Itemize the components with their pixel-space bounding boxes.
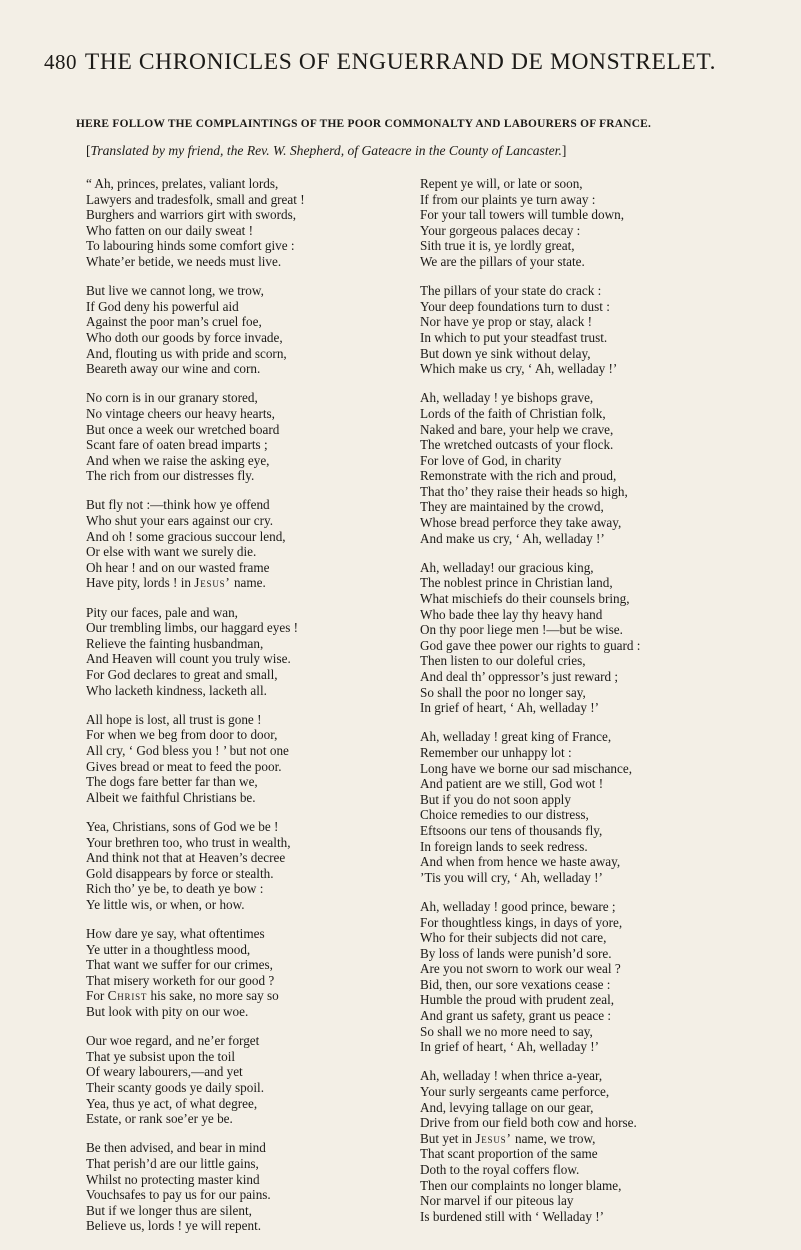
poem-line: No vintage cheers our heavy hearts, <box>86 405 275 421</box>
poem-line: Be then advised, and bear in mind <box>86 1140 266 1156</box>
poem-line: Choice remedies to our distress, <box>420 807 589 823</box>
poem-line: Remember our unhappy lot : <box>420 744 572 760</box>
small-caps-word: Jesus’ <box>475 1130 512 1146</box>
poem-line: Beareth away our wine and corn. <box>86 361 261 377</box>
poem-line: And grant us safety, grant us peace : <box>420 1008 612 1024</box>
poem-stanza <box>86 605 421 699</box>
poem-line: Relieve the fainting husbandman, <box>86 635 264 651</box>
poem-line: Then listen to our doleful cries, <box>420 653 586 669</box>
poem-line: But live we cannot long, we trow, <box>86 283 264 299</box>
poem-stanza <box>86 497 421 591</box>
poem-line: Against the poor man’s cruel foe, <box>86 314 262 330</box>
poem-line: The noblest prince in Christian land, <box>420 575 613 591</box>
poem-line: And, flouting us with pride and scorn, <box>86 345 287 361</box>
poem-line: Your surly sergeants came perforce, <box>420 1084 610 1100</box>
poem-stanza <box>420 283 755 377</box>
page-number: 480 <box>44 50 77 74</box>
poem-line: Repent ye will, or late or soon, <box>420 176 583 191</box>
poem-line: So shall the poor no longer say, <box>420 684 586 700</box>
poem-line: Your deep foundations turn to dust : <box>420 298 610 314</box>
poem-line: And think not that at Heaven’s decree <box>86 850 286 866</box>
poem-line: ’Tis you will cry, ‘ Ah, welladay !’ <box>420 869 603 885</box>
poem-line: Estate, or rank soe’er ye be. <box>86 1111 233 1127</box>
poem-line: For God declares to great and small, <box>86 667 278 682</box>
poem-line: All cry, ‘ God bless you ! ’ but not one <box>86 742 289 758</box>
poem-line: That scant proportion of the same <box>420 1146 598 1162</box>
poem-stanza <box>86 1033 421 1127</box>
running-title: THE CHRONICLES OF ENGUERRAND DE MONSTRELET. <box>84 49 717 75</box>
poem-line: And when from hence we haste away, <box>420 854 621 870</box>
poem-line: Pity our faces, pale and wan, <box>86 604 238 620</box>
poem-line: Who for their subjects did not care, <box>420 930 607 946</box>
poem-line: On thy poor liege men !—but be wise. <box>420 622 623 638</box>
poem-line: Ah, welladay ! good prince, beware ; <box>420 898 616 914</box>
poem-line: But yet in Jesus’ name, we trow, <box>420 1130 596 1146</box>
poem-line: The wretched outcasts of your flock. <box>420 437 614 453</box>
poem-line: Doth to the royal coffers flow. <box>420 1162 580 1177</box>
poem-line: Who lacketh kindness, lacketh all. <box>86 682 267 698</box>
poem-line: Whilst no protecting master kind <box>86 1171 260 1187</box>
poem-line: The pillars of your state do crack : <box>420 283 602 299</box>
poem-line: Gold disappears by force or stealth. <box>86 865 274 881</box>
poem-left-column <box>86 176 421 1248</box>
small-caps-word: Christ <box>107 988 148 1004</box>
poem-line: And patient are we still, God wot ! <box>420 776 604 792</box>
poem-line: Our trembling limbs, our haggard eyes ! <box>86 620 299 636</box>
poem-line: God gave thee power our rights to guard : <box>420 637 641 653</box>
poem-stanza <box>420 1068 755 1224</box>
poem-line: Naked and bare, your help we crave, <box>420 421 614 437</box>
poem-line: Are you not sworn to work our weal ? <box>420 961 621 977</box>
poem-right-column <box>420 176 755 1238</box>
poem-line: Long have we borne our sad mischance, <box>420 760 633 776</box>
poem-stanza <box>86 390 421 484</box>
poem-line: Their scanty goods ye daily spoil. <box>86 1080 264 1096</box>
poem-line: Your gorgeous palaces decay : <box>420 222 581 238</box>
poem-line: The rich from our distresses fly. <box>86 468 255 484</box>
poem-line: Gives bread or meat to feed the poor. <box>86 758 282 774</box>
poem-line: And when we raise the asking eye, <box>86 452 270 468</box>
poem-line: Our woe regard, and ne’er forget <box>86 1033 260 1049</box>
poem-line: By loss of lands were punish’d sore. <box>420 945 612 961</box>
poem-stanza <box>86 819 421 913</box>
poem-line: “ Ah, princes, prelates, valiant lords, <box>86 176 279 191</box>
poem-line: For love of God, in charity <box>420 452 562 468</box>
poem-line: In foreign lands to seek redress. <box>420 838 588 854</box>
poem-line: That tho’ they raise their heads so high, <box>420 483 628 499</box>
poem-line: Eftsoons our tens of thousands fly, <box>420 822 603 838</box>
poem-line: Who shut your ears against our cry. <box>86 513 274 529</box>
poem-line: Scant fare of oaten bread imparts ; <box>86 437 268 453</box>
poem-stanza <box>86 926 421 1020</box>
poem-line: Ye utter in a thoughtless mood, <box>86 941 251 957</box>
poem-line: But down ye sink without delay, <box>420 345 591 361</box>
poem-line: How dare ye say, what oftentimes <box>86 926 265 942</box>
poem-line: Ye little wis, or when, or how. <box>86 896 245 912</box>
small-caps-word: Jesus’ <box>194 575 231 591</box>
poem-line: Of weary labourers,—and yet <box>86 1064 243 1080</box>
poem-line: Bid, then, our sore vexations cease : <box>420 976 611 992</box>
poem-line: In grief of heart, ‘ Ah, welladay !’ <box>420 700 600 716</box>
poem-line: And make us cry, ‘ Ah, welladay !’ <box>420 530 605 546</box>
poem-line: Ah, welladay ! great king of France, <box>420 729 612 745</box>
poem-line: Who bade thee lay thy heavy hand <box>420 606 603 622</box>
poem-stanza <box>420 729 755 885</box>
poem-line: But if we longer thus are silent, <box>86 1202 252 1218</box>
translation-note: [Translated by my friend, the Rev. W. Shepherd, of Gateacre in the County of Lancaster.] <box>86 143 567 158</box>
poem-stanza <box>86 1140 421 1234</box>
poem-line: Lords of the faith of Christian folk, <box>420 405 606 421</box>
poem-line: Ah, welladay ! ye bishops grave, <box>420 390 594 406</box>
poem-line: Whate’er betide, we needs must live. <box>86 253 282 269</box>
poem-line: Whose bread perforce they take away, <box>420 515 622 531</box>
poem-line: But fly not :—think how ye offend <box>86 497 270 513</box>
poem-line: But look with pity on our woe. <box>86 1004 249 1020</box>
poem-line: What mischiefs do their counsels bring, <box>420 591 630 607</box>
poem-line: Vouchsafes to pay us for our pains. <box>86 1187 271 1203</box>
poem-stanza <box>86 176 421 270</box>
poem-line: For when we beg from door to door, <box>86 727 278 743</box>
poem-stanza <box>420 176 755 270</box>
poem-line: Yea, Christians, sons of God we be ! <box>86 818 279 834</box>
poem-line: That misery worketh for our good ? <box>86 972 275 988</box>
poem-line: We are the pillars of your state. <box>420 253 585 269</box>
poem-line: Is burdened still with ‘ Welladay !’ <box>420 1208 605 1224</box>
poem-line: Humble the proud with prudent zeal, <box>420 992 615 1008</box>
poem-line: And deal th’ oppressor’s just reward ; <box>420 669 619 684</box>
poem-line: The dogs fare better far than we, <box>86 774 258 790</box>
poem-line: And, levying tallage on our gear, <box>420 1099 594 1115</box>
poem-line: But if you do not soon apply <box>420 791 571 807</box>
poem-line: Who doth our goods by force invade, <box>86 329 283 345</box>
poem-line: That perish’d are our little gains, <box>86 1156 259 1171</box>
poem-line: Albeit we faithful Christians be. <box>86 789 256 805</box>
section-heading: HERE FOLLOW THE COMPLAINTINGS OF THE POOR COMMONALTY AND LABOURERS OF FRANCE. <box>76 118 652 130</box>
poem-line: To labouring hinds some comfort give : <box>86 238 295 254</box>
poem-line: Burghers and warriors girt with swords, <box>86 207 296 223</box>
poem-line: Have pity, lords ! in Jesus’ name. <box>86 575 266 591</box>
poem-line: Oh hear ! and on our wasted frame <box>86 559 270 575</box>
poem-line: For thoughtless kings, in days of yore, <box>420 914 623 930</box>
poem-line: Remonstrate with the rich and proud, <box>420 468 617 484</box>
poem-line: For Christ his sake, no more say so <box>86 988 279 1004</box>
poem-stanza <box>420 560 755 716</box>
poem-line: Ah, welladay! our gracious king, <box>420 559 594 575</box>
poem-line: And oh ! some gracious succour lend, <box>86 528 286 544</box>
poem-line: And Heaven will count you truly wise. <box>86 651 291 667</box>
poem-line: If God deny his powerful aid <box>86 298 239 314</box>
poem-line: In which to put your steadfast trust. <box>420 329 608 345</box>
poem-line: Or else with want we surely die. <box>86 544 257 560</box>
poem-line: Sith true it is, ye lordly great, <box>420 238 575 254</box>
poem-line: That ye subsist upon the toil <box>86 1048 236 1064</box>
poem-line: Drive from our field both cow and horse. <box>420 1115 637 1131</box>
poem-line: So shall we no more need to say, <box>420 1023 593 1039</box>
poem-line: If from our plaints ye turn away : <box>420 191 596 207</box>
poem-stanza <box>420 899 755 1055</box>
poem-line: Which make us cry, ‘ Ah, welladay !’ <box>420 361 618 377</box>
poem-line: They are maintained by the crowd, <box>420 499 604 515</box>
poem-line: But once a week our wretched board <box>86 421 280 437</box>
poem-line: In grief of heart, ‘ Ah, welladay !’ <box>420 1039 600 1055</box>
poem-line: Your brethren too, who trust in wealth, <box>86 834 291 850</box>
poem-line: Believe us, lords ! ye will repent. <box>86 1218 262 1234</box>
poem-line: Lawyers and tradesfolk, small and great ! <box>86 191 305 207</box>
poem-line: Then our complaints no longer blame, <box>420 1177 622 1193</box>
poem-stanza <box>86 712 421 806</box>
poem-line: Ah, welladay ! when thrice a-year, <box>420 1068 603 1084</box>
poem-line: For your tall towers will tumble down, <box>420 207 625 223</box>
poem-line: That want we suffer for our crimes, <box>86 957 273 973</box>
poem-stanza <box>86 283 421 377</box>
poem-line: Who fatten on our daily sweat ! <box>86 222 253 238</box>
poem-line: Nor marvel if our piteous lay <box>420 1193 574 1209</box>
poem-line: Yea, thus ye act, of what degree, <box>86 1095 258 1111</box>
poem-stanza <box>420 390 755 546</box>
poem-line: No corn is in our granary stored, <box>86 390 258 406</box>
poem-line: Nor have ye prop or stay, alack ! <box>420 314 592 330</box>
poem-line: Rich tho’ ye be, to death ye bow : <box>86 881 264 897</box>
poem-line: All hope is lost, all trust is gone ! <box>86 711 262 727</box>
